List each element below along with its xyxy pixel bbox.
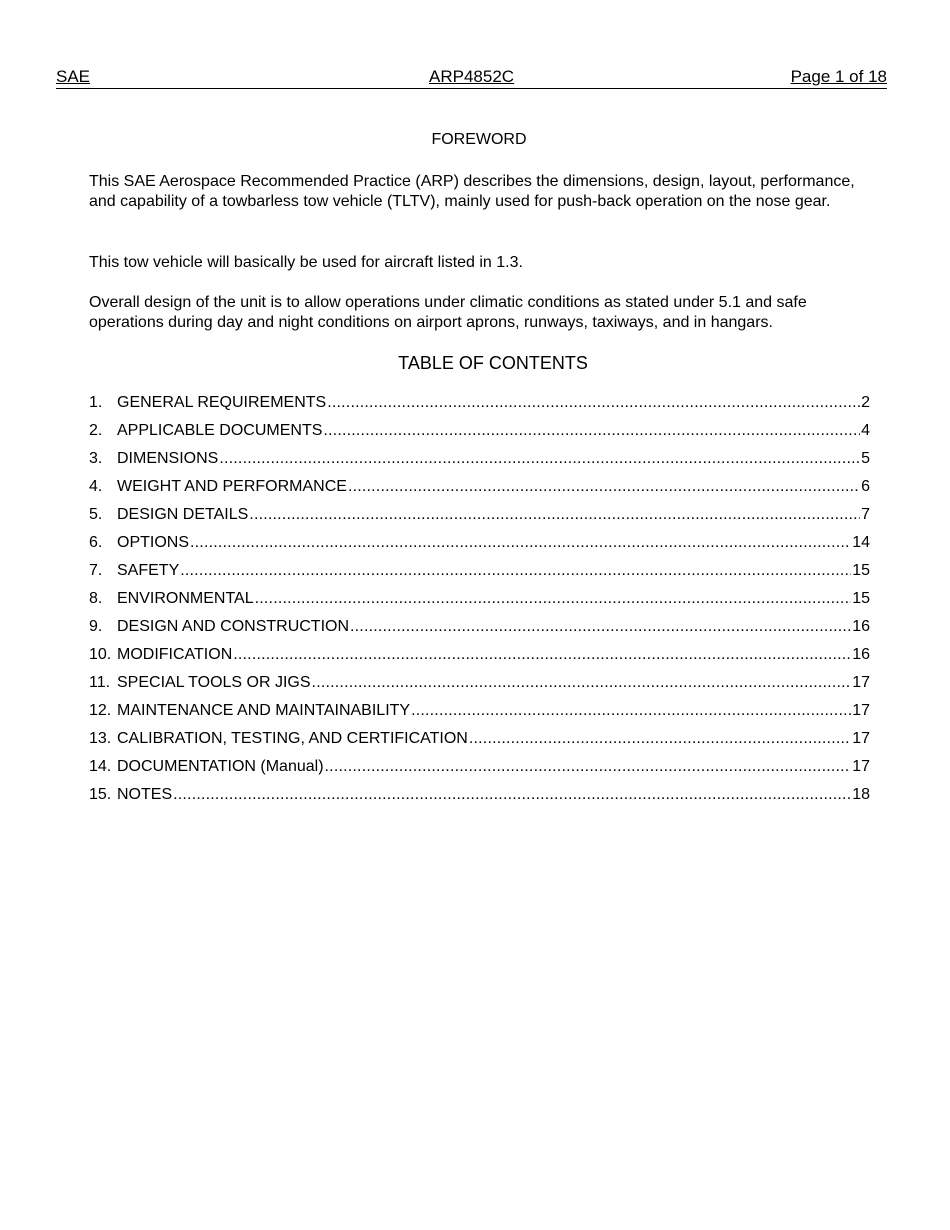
- toc-entry-label: OPTIONS: [117, 534, 190, 551]
- toc-leader-dots: [180, 561, 851, 581]
- toc-entry[interactable]: [89, 561, 870, 589]
- toc-entry-number: 6.: [89, 534, 103, 551]
- toc-entry-number: 14.: [89, 758, 112, 775]
- toc-entry-label: GENERAL REQUIREMENTS: [117, 394, 327, 411]
- page-header: [56, 66, 887, 89]
- toc-entry-label: CALIBRATION, TESTING, AND CERTIFICATION: [117, 730, 468, 747]
- toc-leader-dots: [327, 393, 860, 413]
- toc-entry-page: 15: [852, 590, 870, 607]
- toc-leader-dots: [255, 589, 852, 609]
- toc-leader-dots: [233, 645, 851, 665]
- toc-entry[interactable]: [89, 757, 870, 785]
- toc-entry-number: 4.: [89, 478, 103, 495]
- toc-title: TABLE OF CONTENTS: [398, 353, 588, 373]
- toc-entry[interactable]: [89, 393, 870, 421]
- toc-entry-number: 15.: [89, 786, 112, 803]
- table-of-contents: [89, 393, 870, 813]
- toc-entry-label: DESIGN AND CONSTRUCTION: [117, 618, 350, 635]
- toc-entry[interactable]: [89, 477, 870, 505]
- toc-entry-page: 16: [852, 618, 870, 635]
- toc-entry[interactable]: [89, 505, 870, 533]
- toc-entry-number: 13.: [89, 730, 112, 747]
- toc-entry[interactable]: [89, 421, 870, 449]
- toc-entry-number: 5.: [89, 506, 103, 523]
- toc-entry-label: DOCUMENTATION (Manual): [117, 758, 324, 775]
- toc-entry-label: MODIFICATION: [117, 646, 233, 663]
- toc-leader-dots: [173, 785, 851, 805]
- toc-entry-page: 17: [852, 758, 870, 775]
- toc-entry-number: 11.: [89, 674, 111, 691]
- toc-entry-label: SPECIAL TOOLS OR JIGS: [117, 674, 311, 691]
- foreword-paragraph-1: This SAE Aerospace Recommended Practice (ARP) describes the dimensions, design, layout, performance, and capability of a towbarless tow vehicle (TLTV), mainly used for push-back operation on the nose gear.: [89, 173, 855, 210]
- toc-entry-number: 2.: [89, 422, 103, 439]
- header-document-id: ARP4852C: [429, 67, 515, 86]
- toc-entry-page: 5: [861, 450, 870, 467]
- toc-entry-page: 2: [861, 394, 870, 411]
- toc-entry-label: ENVIRONMENTAL: [117, 590, 254, 607]
- toc-leader-dots: [411, 701, 851, 721]
- toc-leader-dots: [350, 617, 851, 637]
- toc-entry-page: 6: [861, 478, 870, 495]
- toc-entry[interactable]: [89, 673, 870, 701]
- toc-entry-page: 7: [861, 506, 870, 523]
- toc-entry-page: 18: [852, 786, 870, 803]
- toc-leader-dots: [348, 477, 860, 497]
- toc-entry[interactable]: [89, 701, 870, 729]
- toc-entry[interactable]: [89, 645, 870, 673]
- toc-leader-dots: [249, 505, 860, 525]
- toc-leader-dots: [325, 757, 852, 777]
- toc-entry[interactable]: [89, 533, 870, 561]
- toc-entry-label: APPLICABLE DOCUMENTS: [117, 422, 323, 439]
- toc-entry-label: NOTES: [117, 786, 173, 803]
- foreword-paragraph-2: This tow vehicle will basically be used for aircraft listed in 1.3.: [89, 254, 523, 271]
- toc-entry-page: 17: [852, 674, 870, 691]
- toc-entry-number: 7.: [89, 562, 103, 579]
- toc-entry-page: 15: [852, 562, 870, 579]
- foreword-title: FOREWORD: [431, 131, 527, 148]
- toc-entry-label: SAFETY: [117, 562, 180, 579]
- toc-entry[interactable]: [89, 785, 870, 813]
- header-page-number: Page 1 of 18: [790, 67, 887, 86]
- foreword-paragraph-3: Overall design of the unit is to allow operations under climatic conditions as stated under 5.1 and safe operations during day and night conditions on airport aprons, runways, taxiways, and in hangars.: [89, 294, 807, 331]
- toc-leader-dots: [312, 673, 852, 693]
- toc-entry-label: MAINTENANCE AND MAINTAINABILITY: [117, 702, 411, 719]
- toc-entry[interactable]: [89, 617, 870, 645]
- toc-entry-page: 17: [852, 730, 870, 747]
- toc-entry-number: 9.: [89, 618, 103, 635]
- header-organization: SAE: [56, 67, 91, 86]
- toc-entry-label: DIMENSIONS: [117, 450, 219, 467]
- toc-entry-page: 4: [861, 422, 870, 439]
- toc-leader-dots: [219, 449, 860, 469]
- toc-leader-dots: [323, 421, 860, 441]
- toc-entry-number: 10.: [89, 646, 112, 663]
- toc-entry-number: 8.: [89, 590, 103, 607]
- toc-entry[interactable]: [89, 589, 870, 617]
- toc-entry[interactable]: [89, 449, 870, 477]
- toc-leader-dots: [469, 729, 851, 749]
- toc-leader-dots: [190, 533, 851, 553]
- toc-entry-number: 1.: [89, 394, 103, 411]
- toc-entry-page: 14: [852, 534, 870, 551]
- toc-entry-number: 12.: [89, 702, 112, 719]
- toc-entry-label: WEIGHT AND PERFORMANCE: [117, 478, 347, 495]
- toc-entry-label: DESIGN DETAILS: [117, 506, 249, 523]
- toc-entry-page: 17: [852, 702, 870, 719]
- toc-entry-number: 3.: [89, 450, 103, 467]
- toc-entry[interactable]: [89, 729, 870, 757]
- toc-entry-page: 16: [852, 646, 870, 663]
